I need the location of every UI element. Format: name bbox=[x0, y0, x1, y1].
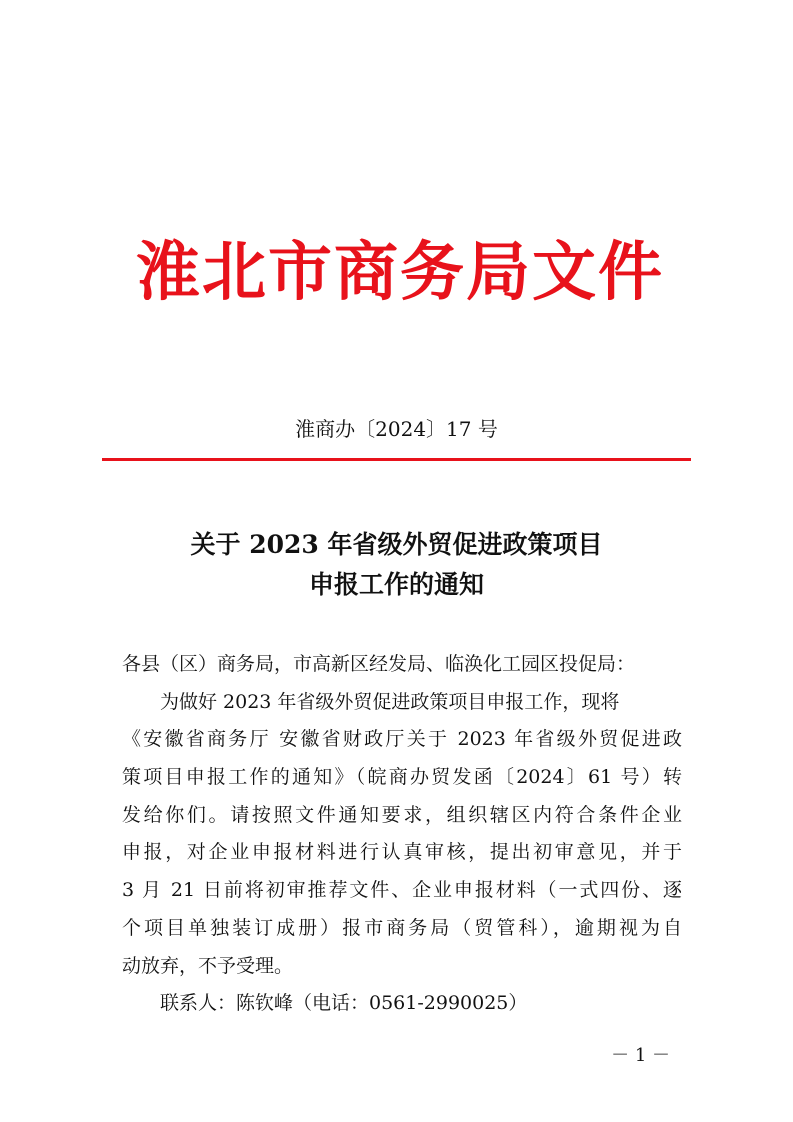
paragraph-line: 个项目单独装订成册）报市商务局（贸管科），逾期视为自 bbox=[122, 916, 682, 939]
red-divider bbox=[102, 458, 691, 461]
title-line: 申报工作的通知 bbox=[308, 570, 484, 599]
paragraph-line: 3 月 21 日前将初审推荐文件、企业申报材料（一式四份、逐 bbox=[122, 879, 682, 902]
page-number: － 1 － bbox=[611, 1045, 670, 1066]
paragraph-line: 策项目申报工作的通知》（皖商办贸发函〔2024〕61 号）转 bbox=[122, 766, 682, 789]
salutation: 各县（区）商务局，市高新区经发局、临涣化工园区投促局： bbox=[122, 653, 636, 675]
document-number: 淮商办〔2024〕17 号 bbox=[295, 417, 498, 441]
paragraph-line: 动放弃，不予受理。 bbox=[122, 954, 294, 977]
issuer-heading: 淮北市商务局文件 bbox=[136, 236, 664, 310]
paragraph-line: 申报，对企业申报材料进行认真审核，提出初审意见，并于 bbox=[122, 841, 682, 864]
paragraph-line: 《安徽省商务厅 安徽省财政厅关于 2023 年省级外贸促进政 bbox=[122, 728, 682, 751]
paragraph-line: 为做好 2023 年省级外贸促进政策项目申报工作，现将 bbox=[160, 690, 620, 713]
contact-line: 联系人：陈钦峰（电话：0561-2990025） bbox=[160, 992, 528, 1015]
notice-title bbox=[0, 525, 793, 605]
notice-body bbox=[122, 646, 682, 1023]
title-line: 关于 2023 年省级外贸促进政策项目 bbox=[190, 530, 603, 559]
paragraph-line: 发给你们。请按照文件通知要求，组织辖区内符合条件企业 bbox=[122, 803, 682, 826]
